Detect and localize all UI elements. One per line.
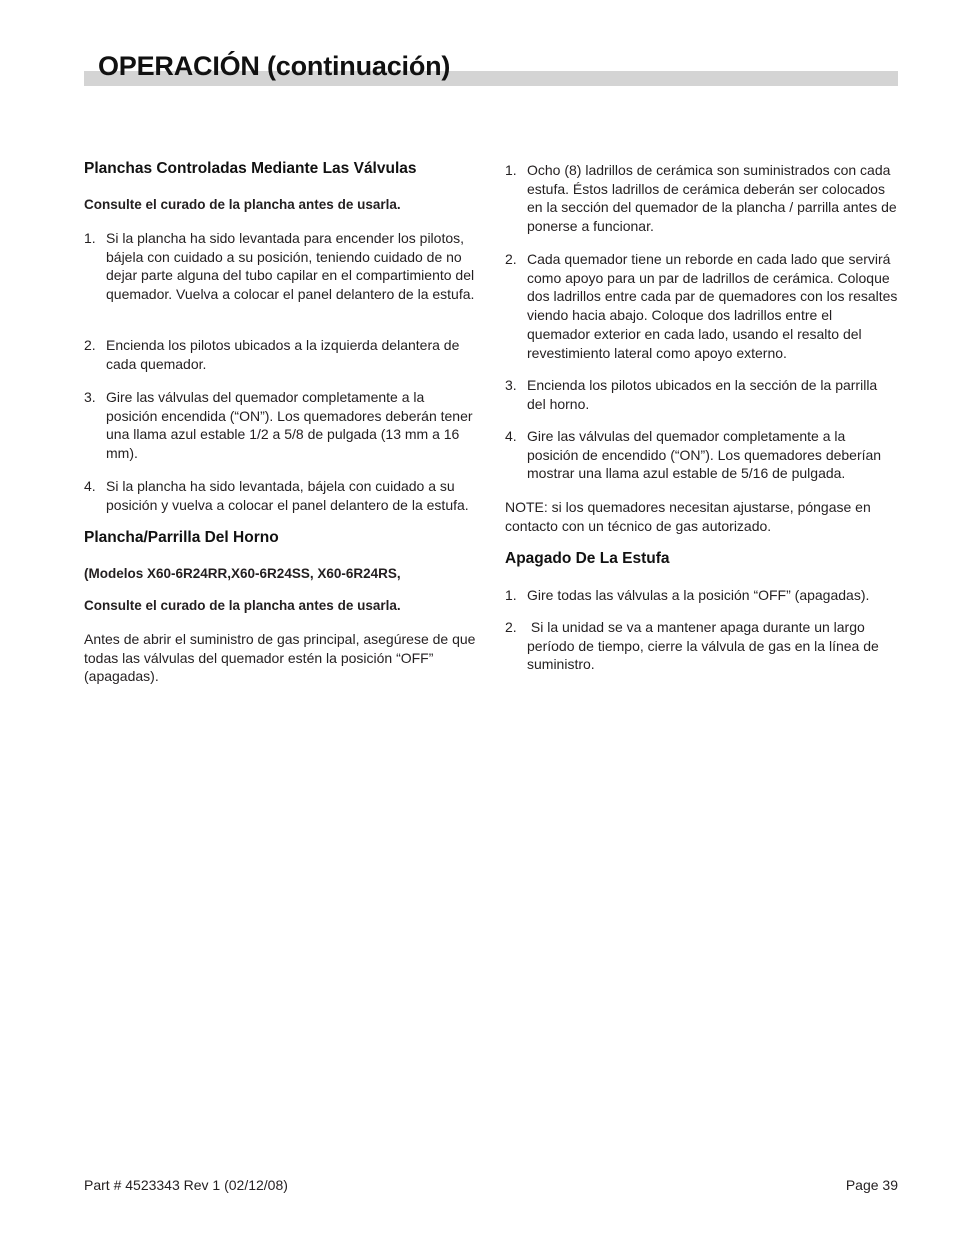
list-item xyxy=(505,427,899,483)
list-item xyxy=(505,376,899,413)
list-item xyxy=(505,161,899,236)
list-number: 1. xyxy=(505,162,517,178)
list-text: Encienda los pilotos ubicados en la sección de la parrilla del horno. xyxy=(527,377,878,412)
gas-technician-note: NOTE: si los quemadores necesitan ajustarse, póngase en contacto con un técnico de gas autorizado. xyxy=(505,499,871,534)
list-text: Encienda los pilotos ubicados a la izquierda delantera de cada quemador. xyxy=(106,337,460,372)
list-text: Si la plancha ha sido levantada, bájela con cuidado a su posición y vuelva a colocar el panel delantero de la estufa. xyxy=(106,478,469,513)
list-item xyxy=(505,586,899,605)
list-item xyxy=(505,618,899,674)
page-title: OPERACIÓN (continuación) xyxy=(98,51,451,81)
gas-supply-paragraph: Antes de abrir el suministro de gas principal, asegúrese de que todas las válvulas del quemador estén la posición “OFF” (apagadas). xyxy=(84,631,476,685)
list-text: Gire las válvulas del quemador completamente a la posición encendida (“ON”). Los quemadores deberán tener una llama azul estable 1/2 a 5/8 de pulgada (13 mm a 16 mm). xyxy=(106,389,473,462)
list-item xyxy=(505,250,899,362)
list-text: Si la plancha ha sido levantada para encender los pilotos, bájela con cuidado a su posición, teniendo cuidado de no dejar parte alguna del tubo capilar en el compartimiento del quemador. Vuelva a colocar el panel delantero de la estufa. xyxy=(106,230,475,303)
list-text: Gire las válvulas del quemador completamente a la posición de encendido (“ON”). Los quemadores deberían mostrar una llama azul estable de 5/16 de pulgada. xyxy=(527,428,882,482)
list-number: 2. xyxy=(84,337,96,353)
list-number: 4. xyxy=(84,478,96,494)
curing-note: Consulte el curado de la plancha antes de usarla. xyxy=(84,598,401,613)
list-item xyxy=(84,477,478,514)
list-number: 3. xyxy=(84,389,96,405)
list-item xyxy=(84,229,478,304)
list-text: Gire todas las válvulas a la posición “OFF” (apagadas). xyxy=(527,587,870,603)
list-number: 1. xyxy=(505,587,517,603)
list-number: 1. xyxy=(84,230,96,246)
section-heading-apagado: Apagado De La Estufa xyxy=(505,550,670,567)
list-text: Si la unidad se va a mantener apaga durante un largo período de tiempo, cierre la válvula de gas en la línea de suministro. xyxy=(527,619,883,673)
list-number: 2. xyxy=(505,251,517,267)
footer-part-number: Part # 4523343 Rev 1 (02/12/08) xyxy=(84,1177,288,1193)
list-item xyxy=(84,388,478,463)
list-number: 2. xyxy=(505,619,517,635)
section-heading-planchas: Planchas Controladas Mediante Las Válvulas xyxy=(84,160,417,177)
models-line: (Modelos X60-6R24RR,X60-6R24SS, X60-6R24RS, xyxy=(84,566,401,581)
list-text: Cada quemador tiene un reborde en cada lado que servirá como apoyo para un par de ladrillos de cerámica. Coloque dos ladrillos entre cada par de quemadores con los resaltes viendo hacia abajo. Coloque dos ladrillos entre el quemador exterior en cada lado, usando el resalto del revestimiento lateral como apoyo externo. xyxy=(527,251,898,361)
section-heading-plancha-parrilla: Plancha/Parrilla Del Horno xyxy=(84,529,279,546)
list-item xyxy=(84,336,478,373)
list-text: Ocho (8) ladrillos de cerámica son suministrados con cada estufa. Éstos ladrillos de cerámica deberán ser colocados en la sección del quemador de la plancha / parrilla antes de ponerse a funcionar. xyxy=(527,162,897,235)
footer-page-number: Page 39 xyxy=(845,1177,898,1193)
list-number: 4. xyxy=(505,428,517,444)
curing-note: Consulte el curado de la plancha antes de usarla. xyxy=(84,197,401,212)
list-number: 3. xyxy=(505,377,517,393)
